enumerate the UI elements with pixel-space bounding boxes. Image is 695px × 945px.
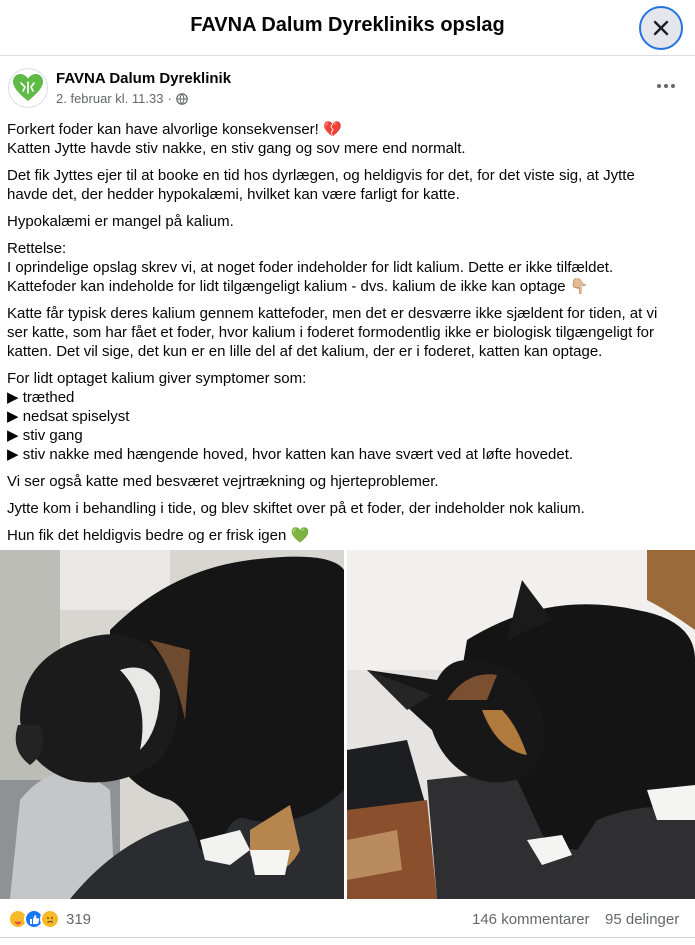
avatar[interactable] <box>8 68 48 108</box>
post-paragraph <box>7 120 689 158</box>
reaction-count: 319 <box>66 910 92 928</box>
dialog-header <box>0 0 695 56</box>
post-meta <box>56 91 188 106</box>
engagement-bar <box>0 900 695 938</box>
post-paragraph <box>7 472 689 491</box>
comments-count-link[interactable]: 146 kommentarer <box>472 911 590 928</box>
post-paragraph <box>7 212 689 231</box>
text-line: Katte får typisk deres kalium gennem kattefoder, men det er desværre ikke sjældent for tiden, at vi <box>7 305 658 322</box>
cat-photo-left[interactable] <box>0 550 344 899</box>
post-paragraph <box>7 526 689 545</box>
list-item: ▶ træthed <box>7 389 75 406</box>
text-line: Jytte kom i behandling i tide, og blev skiftet over på et foder, der indeholder nok kalium. <box>7 500 585 517</box>
text-line: Det fik Jyttes ejer til at booke en tid hos dyrlægen, og heldigvis for det, for det viste sig, at Jytte <box>7 167 635 184</box>
more-horizontal-icon <box>657 84 675 88</box>
close-button[interactable] <box>639 6 683 50</box>
post-paragraph <box>7 304 689 361</box>
post-paragraph <box>7 499 689 518</box>
meta-separator: · <box>167 91 172 106</box>
post-date[interactable]: 2. februar kl. 11.33 <box>56 91 164 106</box>
text-line: I oprindelige opslag skrev vi, at noget foder indeholder for lidt kalium. Dette er ikke tilfældet. <box>7 259 614 276</box>
photo-grid <box>0 550 695 899</box>
sad-reaction-icon <box>40 909 60 929</box>
shares-count-link[interactable]: 95 delinger <box>605 911 680 928</box>
text-line: ser katte, som har fået et foder, hvor kalium i foderet formodentlig ikke er biologisk tilgængeligt for <box>7 324 654 341</box>
text-line: Rettelse: <box>7 240 67 257</box>
list-item: ▶ stiv nakke med hængende hoved, hvor katten kan have svært ved at løfte hovedet. <box>7 446 574 463</box>
close-icon <box>653 20 669 36</box>
text-line: Kattefoder kan indeholde for lidt tilgængeligt kalium - dvs. kalium de ikke kan optage 👇🏼 <box>7 278 589 295</box>
text-line: Hypokalæmi er mangel på kalium. <box>7 213 234 230</box>
list-item: ▶ nedsat spiselyst <box>7 408 130 425</box>
page-name-link[interactable]: FAVNA Dalum Dyreklinik <box>56 70 232 87</box>
reactions-summary[interactable] <box>8 909 91 929</box>
text-line: For lidt optaget kalium giver symptomer som: <box>7 370 307 387</box>
post-paragraph <box>7 239 689 296</box>
text-line: havde det, der hedder hypokalæmi, hvilket kan være farligt for katte. <box>7 186 460 203</box>
text-line: Hun fik det heldigvis bedre og er frisk igen 💚 <box>7 527 310 544</box>
post-header <box>8 66 688 112</box>
cat-photo-right[interactable] <box>347 550 695 899</box>
globe-icon <box>176 93 188 105</box>
dialog-title: FAVNA Dalum Dyrekliniks opslag <box>190 14 505 36</box>
text-line: Vi ser også katte med besværet vejrtrækning og hjerteproblemer. <box>7 473 439 490</box>
heart-logo-icon <box>12 73 44 103</box>
text-line: Katten Jytte havde stiv nakke, en stiv gang og sov mere end normalt. <box>7 140 466 157</box>
list-item: ▶ stiv gang <box>7 427 83 444</box>
more-options-button[interactable] <box>648 74 684 98</box>
text-line: katten. Det vil sige, det kun er en lille del af det kalium, der er i foderet, katten kan optage. <box>7 343 603 360</box>
post-paragraph <box>7 369 689 464</box>
text-line: Forkert foder kan have alvorlige konsekvenser! 💔 <box>7 121 342 138</box>
post-text <box>7 120 689 553</box>
post-paragraph <box>7 166 689 204</box>
